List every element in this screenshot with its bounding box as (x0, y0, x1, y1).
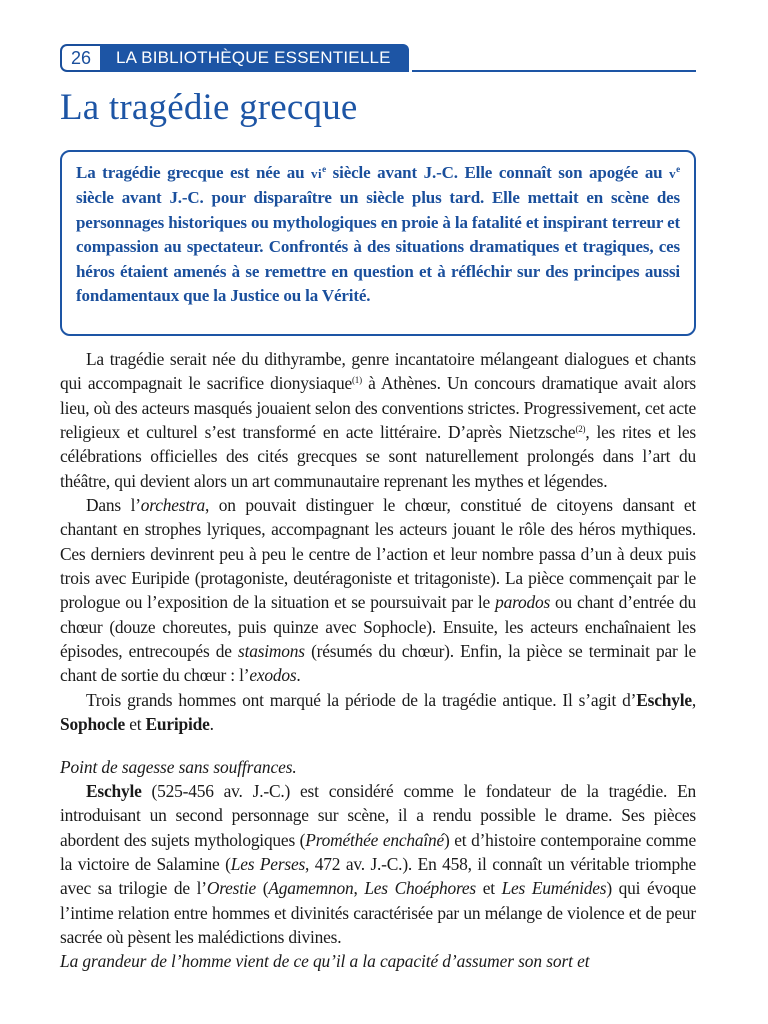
body-text (60, 347, 696, 974)
paragraph-three-authors: Trois grands hommes ont marqué la période de la tragédie antique. Il s’agit d’Eschyle, Sophocle et Euripide. (60, 689, 696, 735)
running-header (60, 44, 409, 72)
paragraph-origins: La tragédie serait née du dithyrambe, genre incantatoire mélangeant dialogues et chants qui accompagnait le sacrifice dionysiaque$^{(1)}$ à Athènes. Un concours dramatique avait alors lieu, où des acteurs masqués jouaient selon des conventions strictes. Progressivement, cet acte religieux et culturel s’est transformé en acte littéraire. D’après Nietzsche$^{(2)}$, les rites et les célébrations officielles des cités grecques se sont naturellement prolongés dans l’art du théâtre, qui devient alors un art communautaire reprenant les mythes et légendes. (60, 349, 696, 491)
intro-box (60, 150, 696, 336)
section-label: LA BIBLIOTHÈQUE ESSENTIELLE (100, 44, 409, 72)
paragraph-eschyle: Eschyle (525-456 av. J.-C.) est considéré comme le fondateur de la tragédie. En introduisant un second personnage sur scène, il a rendu possible le drame. Ses pièces abordent des sujets mythologiques (Prométhée enchaîné) et d’histoire contemporaine comme la victoire de Salamine (Les Perses, 472 av. J.-C.). En 458, il connaît un véritable triomphe avec sa trilogie de l’Orestie (Agamemnon, Les Choéphores et Les Euménides) qui évoque l’intime relation entre hommes et divinités caractérisée par un mélange de violence et de peur sacrée où pèsent les malédictions divines. (60, 780, 697, 947)
page-number: 26 (60, 44, 100, 72)
quote-eschyle: Point de sagesse sans souffrances. (60, 756, 297, 777)
intro-paragraph: La tragédie grecque est née au $vi^e$ siècle avant J.-C. Elle connaît son apogée au $v^e$ siècle avant J.-C. pour disparaître un siècle plus tard. Elle mettait en scène des personnages historiques ou mythologiques en proie à la fatalité et inspirant terreur et compassion au spectateur. Confrontés à des situations dramatiques et tragiques, ces héros étaient amenés à se remettre en question et à réfléchir sur des principes aussi fondamentaux que la Justice ou la Vérité. (76, 163, 680, 306)
footnote-ref-2: (2) (575, 424, 586, 435)
header-rule (412, 70, 696, 72)
footnote-ref-1: (1) (351, 375, 362, 386)
quote-grandeur: La grandeur de l’homme vient de ce qu’il a la capacité d’assumer son sort et (60, 951, 590, 972)
page-title: La tragédie grecque (60, 87, 358, 128)
paragraph-orchestra: Dans l’orchestra, on pouvait distinguer le chœur, constitué de citoyens dansant et chantant en strophes lyriques, accompagnant les acteurs jouant le rôle des héros mythiques. Ces derniers devinrent peu à peu le centre de l’action et leur nombre passa d’un à deux puis trois avec Euripide (protagoniste, deutéragoniste et tritagoniste). La pièce commençait par le prologue ou l’exposition de la situation et se poursuivait par le parodos ou chant d’entrée du chœur (douze choreutes, puis quinze avec Sophocle). Ensuite, les acteurs enchaînaient les épisodes, entrecoupés de stasimons (résumés du chœur). Enfin, la pièce se terminait par le chant de sortie du chœur : l’exodos. (60, 495, 697, 686)
